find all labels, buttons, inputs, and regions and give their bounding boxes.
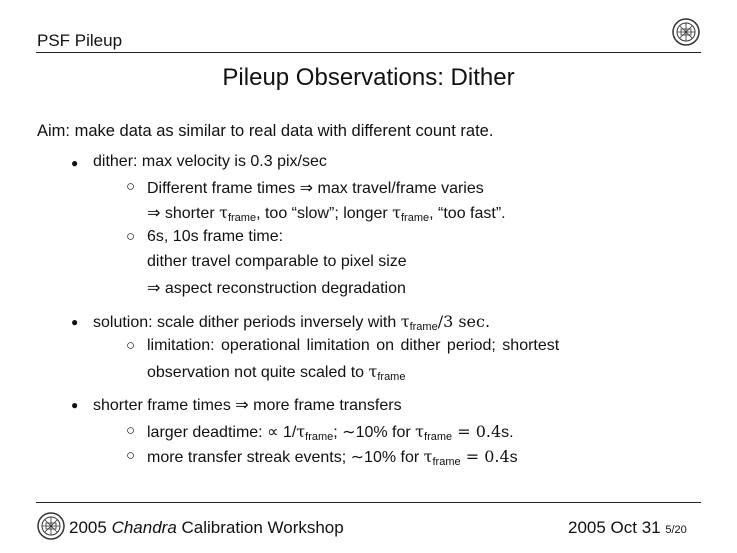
text-segment: ; ∼10% for bbox=[333, 424, 416, 441]
text-segment: = 0.4 bbox=[452, 422, 502, 441]
sub-frame-time-line3: ⇒ aspect reconstruction degradation bbox=[147, 280, 406, 297]
bullet-marker: ● bbox=[71, 315, 79, 329]
bullet-marker: ● bbox=[71, 156, 79, 170]
tau-symbol: τ bbox=[368, 362, 378, 381]
text-segment: larger deadtime: ∝ 1/ bbox=[147, 424, 297, 441]
footer-date: 2005 Oct 31 bbox=[568, 518, 661, 537]
text-segment: , too “slow”; longer bbox=[256, 205, 393, 222]
sub-bullet-marker: ○ bbox=[126, 178, 136, 195]
intro-text: Aim: make data as similar to real data with different count rate. bbox=[37, 122, 494, 140]
sub-bullet-marker: ○ bbox=[126, 228, 136, 245]
frame-subscript: frame bbox=[424, 431, 453, 443]
text-segment: more transfer streak events; ∼10% for bbox=[147, 449, 424, 466]
header-label: PSF Pileup bbox=[37, 31, 123, 50]
tau-symbol: τ bbox=[219, 203, 228, 222]
tau-symbol: τ bbox=[423, 447, 433, 466]
bullet-frame-transfers: shorter frame times ⇒ more frame transfers bbox=[93, 397, 402, 414]
tau-symbol: τ bbox=[296, 422, 306, 441]
text-segment: /3 sec. bbox=[437, 312, 491, 331]
frame-subscript: frame bbox=[227, 212, 257, 224]
page-title: Pileup Observations: Dither bbox=[222, 64, 515, 91]
sub-bullet-marker: ○ bbox=[126, 337, 136, 354]
sub-frame-time-line2: dither travel comparable to pixel size bbox=[147, 253, 407, 270]
sub-streak-events bbox=[147, 447, 518, 467]
page-number: 5/20 bbox=[665, 524, 687, 536]
sub-limitation: limitation: operational limitation on dither period; shortest bbox=[147, 337, 560, 354]
tau-symbol: τ bbox=[415, 422, 425, 441]
text-segment: s bbox=[509, 449, 518, 466]
text-segment: , “too fast”. bbox=[429, 205, 506, 222]
text-segment: solution: scale dither periods inversely with bbox=[93, 314, 401, 331]
text-segment: = 0.4 bbox=[460, 447, 510, 466]
sub-bullet-marker: ○ bbox=[126, 422, 136, 439]
sub-deadtime bbox=[147, 422, 514, 442]
sub-limitation-line2 bbox=[147, 362, 405, 382]
footer-rule bbox=[36, 502, 701, 503]
frame-subscript: frame bbox=[401, 212, 430, 224]
chandra-logo-icon bbox=[672, 18, 700, 46]
text-segment: s. bbox=[501, 424, 514, 441]
sub-frame-times: Different frame times ⇒ max travel/frame varies bbox=[147, 180, 484, 197]
footer-chandra: Chandra bbox=[111, 518, 177, 537]
text-segment: ⇒ shorter bbox=[147, 205, 220, 222]
tau-symbol: τ bbox=[392, 203, 401, 222]
frame-subscript: frame bbox=[305, 431, 334, 443]
bullet-dither: dither: max velocity is 0.3 pix/sec bbox=[93, 153, 327, 170]
bullet-solution bbox=[93, 312, 490, 332]
footer-date-block bbox=[568, 518, 687, 538]
frame-subscript: frame bbox=[409, 321, 438, 333]
footer-year: 2005 bbox=[69, 518, 107, 537]
sub-frame-times-detail bbox=[147, 203, 506, 223]
header-rule bbox=[36, 52, 701, 53]
text-segment: observation not quite scaled to bbox=[147, 364, 369, 381]
chandra-logo-icon bbox=[37, 512, 65, 540]
sub-bullet-marker: ○ bbox=[126, 447, 136, 464]
frame-subscript: frame bbox=[432, 456, 461, 468]
sub-frame-time: 6s, 10s frame time: bbox=[147, 228, 284, 245]
footer-workshop-name: Calibration Workshop bbox=[181, 518, 344, 537]
tau-symbol: τ bbox=[400, 312, 410, 331]
footer-workshop bbox=[69, 518, 344, 538]
bullet-marker: ● bbox=[71, 398, 79, 412]
frame-subscript: frame bbox=[377, 371, 406, 383]
